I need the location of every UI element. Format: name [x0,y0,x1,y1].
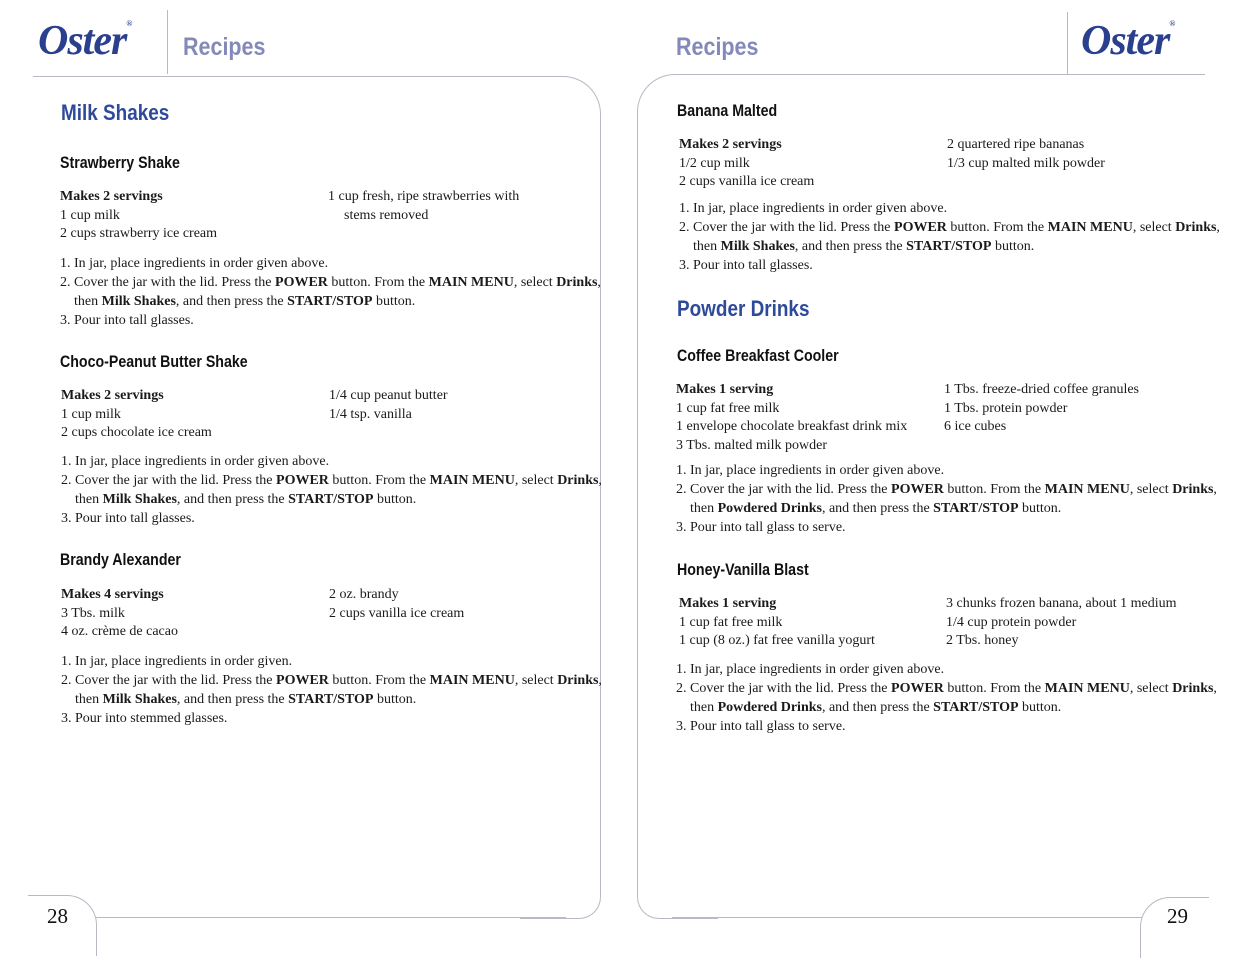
ingredient: 1 cup milk [60,207,120,223]
footer-rule-left [96,917,566,918]
directions [61,652,602,728]
step: 3. Pour into tall glasses. [60,313,194,328]
step: 1. In jar, place ingredients in order given. [61,654,293,669]
step: 1. In jar, place ingredients in order given above. [676,662,945,677]
ingredients-col2 [329,586,464,623]
step: 1. In jar, place ingredients in order given above. [676,463,945,478]
page-number-left: 28 [47,904,68,928]
ingredient: 1/3 cup malted milk powder [947,155,1105,171]
recipe-title: Strawberry Shake [60,154,180,172]
ingredient: 1/4 cup peanut butter [329,388,448,403]
recipe-title: Banana Malted [677,102,778,120]
ingredient: 1 envelope chocolate breakfast drink mix [676,419,908,435]
ingredient: 1 cup fat free milk [679,614,783,630]
ingredient: 1 Tbs. protein powder [944,400,1068,416]
directions [60,254,601,330]
step: 3. Pour into tall glasses. [61,511,195,526]
directions [679,199,1220,275]
ingredient: 3 Tbs. milk [61,605,125,621]
step: 1. In jar, place ingredients in order given above. [61,454,330,469]
step: 2. Cover the jar with the lid. Press the POWER button. From the MAIN MENU, select Drinks, [61,473,602,488]
page-header-title-right: Recipes [676,33,759,61]
step: 2. Cover the jar with the lid. Press the POWER button. From the MAIN MENU, select Drinks, [679,220,1220,235]
ingredients-col1 [61,387,212,443]
ingredient: 2 quartered ripe bananas [947,137,1085,152]
ingredient: 1 cup fat free milk [676,400,780,416]
directions [676,461,1217,537]
section-title-milk-shakes: Milk Shakes [61,100,170,125]
ingredients-col2 [947,136,1105,173]
step: 3. Pour into stemmed glasses. [61,711,228,726]
ingredient: 3 chunks frozen banana, about 1 medium [946,596,1177,611]
servings: Makes 1 serving [679,596,777,611]
servings: Makes 2 servings [679,137,782,152]
ingredient: 4 oz. crème de cacao [61,624,178,640]
ingredient: 1/4 tsp. vanilla [329,406,412,422]
footer-rule-right [672,917,1142,918]
step: 3. Pour into tall glass to serve. [676,520,846,535]
directions [61,452,602,528]
step: 2. Cover the jar with the lid. Press the POWER button. From the MAIN MENU, select Drinks, [60,275,601,290]
ingredients-col1 [60,188,217,244]
step: 2. Cover the jar with the lid. Press the POWER button. From the MAIN MENU, select Drinks, [676,681,1217,696]
ingredient: 2 cups vanilla ice cream [679,174,815,190]
servings: Makes 2 servings [60,189,163,204]
step: then Milk Shakes, and then press the START/STOP button. [693,239,1035,254]
ingredient: stems removed [344,207,429,223]
directions [676,660,1217,736]
ingredient: 3 Tbs. malted milk powder [676,438,827,454]
ingredient: 1/2 cup milk [679,155,750,171]
step: then Milk Shakes, and then press the START/STOP button. [75,492,417,507]
recipe-title: Choco-Peanut Butter Shake [60,353,248,371]
ingredient: 2 cups chocolate ice cream [61,425,212,441]
ingredient: 2 Tbs. honey [946,633,1019,649]
step: 1. In jar, place ingredients in order given above. [679,201,948,216]
ingredients-col2 [329,387,448,424]
page-number-right: 29 [1167,904,1188,928]
ingredient: 1 cup fresh, ripe strawberries with [328,189,520,204]
step: then Milk Shakes, and then press the START/STOP button. [75,692,417,707]
step: then Milk Shakes, and then press the START/STOP button. [74,294,416,309]
header-divider-left [167,10,168,74]
ingredient: 2 cups strawberry ice cream [60,226,218,242]
step: then Powdered Drinks, and then press the START/STOP button. [690,501,1062,516]
recipe-title: Brandy Alexander [60,551,181,569]
page-header-title-left: Recipes [183,33,266,61]
section-title-powder-drinks: Powder Drinks [677,296,810,321]
step: 2. Cover the jar with the lid. Press the POWER button. From the MAIN MENU, select Drinks, [61,673,602,688]
oster-logo-right: Oster® [1081,18,1175,64]
recipe-title: Honey-Vanilla Blast [677,561,809,579]
step: 3. Pour into tall glass to serve. [676,719,846,734]
ingredient: 1 Tbs. freeze-dried coffee granules [944,382,1139,397]
ingredients-col2 [944,381,1139,437]
servings: Makes 4 servings [61,587,164,602]
step: then Powdered Drinks, and then press the START/STOP button. [690,700,1062,715]
ingredients-col2 [946,595,1177,651]
ingredients-col1 [679,595,875,651]
ingredient: 1 cup (8 oz.) fat free vanilla yogurt [679,633,875,649]
ingredient: 1 cup milk [61,406,121,422]
ingredients-col1 [61,586,178,642]
servings: Makes 1 serving [676,382,774,397]
servings: Makes 2 servings [61,388,164,403]
step: 2. Cover the jar with the lid. Press the POWER button. From the MAIN MENU, select Drinks, [676,482,1217,497]
header-rule-left [33,76,565,77]
ingredient: 6 ice cubes [944,419,1007,435]
step: 3. Pour into tall glasses. [679,258,813,273]
ingredient: 2 cups vanilla ice cream [329,605,465,621]
oster-logo-left: Oster® [38,18,132,64]
ingredients-col1 [676,381,907,456]
step: 1. In jar, place ingredients in order given above. [60,256,329,271]
ingredients-col1 [679,136,814,192]
ingredients-col2 [328,188,519,225]
recipe-title: Coffee Breakfast Cooler [677,347,839,365]
ingredient: 2 oz. brandy [329,587,399,602]
header-divider-right [1067,12,1068,74]
ingredient: 1/4 cup protein powder [946,614,1077,630]
header-rule-right [672,74,1205,75]
